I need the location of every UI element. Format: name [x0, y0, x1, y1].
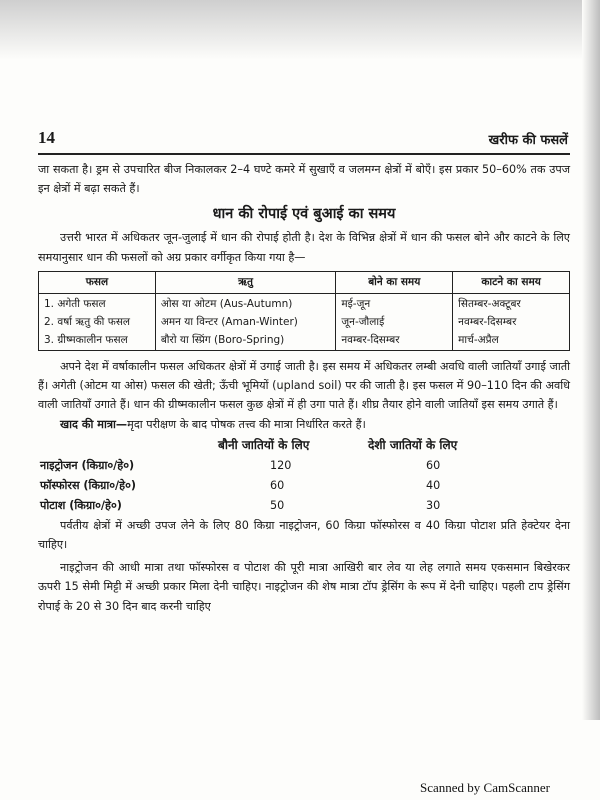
table-row: [38, 476, 570, 496]
table-row: [39, 294, 570, 351]
paragraph-after-table: अपने देश में वर्षाकालीन फसल अधिकतर क्षेत्रों में उगाई जाती है। इस समय में अधिकतर लम्बी अवधि वाली जातियाँ उगाई जाती हैं। अगेती (ओटम या ओस) फसल की खेती; ऊँची भूमियों (upland soil) पर की जाती है। इस फसल में 90–110 दिन की अवधि वाली जातियाँ उगाते हैं। धान की ग्रीष्मकालीन फसल कुछ क्षेत्रों में ही उगा पाते हैं। शीघ्र तैयार होने वाली जातियाँ इस समय उगाते हैं।: [38, 360, 570, 412]
fertilizer-header-row: [38, 436, 570, 456]
section-heading: धान की रोपाई एवं बुआई का समय: [212, 206, 396, 223]
harvest-time: नवम्बर-दिसम्बर: [458, 316, 517, 329]
fertilizer-table: [38, 436, 570, 516]
dwarf-varieties-heading: बौनी जातियों के लिए: [218, 437, 310, 452]
fertilizer-lead: खाद की मात्रा—: [60, 417, 128, 431]
harvest-time: सितम्बर-अक्टूबर: [458, 298, 521, 311]
intro-paragraph: जा सकता है। ड्रम से उपचारित बीज निकालकर 2–4 घण्टे कमरे में सुखाएँ व जलमग्न क्षेत्रों में बोएँ। इस प्रकार 50–60% तक उपज इन क्षेत्रों में बढ़ा सकते हैं।: [38, 163, 570, 196]
season-name: ओस या ओटम (Aus-Autumn): [160, 298, 293, 311]
sowing-time: मई-जून: [341, 298, 371, 311]
table-cell: [336, 294, 453, 351]
section-paragraph: उत्तरी भारत में अधिकतर जून-जुलाई में धान की रोपाई होती है। देश के विभिन्न क्षेत्रों में धान की फसल बोने और काटने के लिए समयानुसार धान की फसलों को अग्र प्रकार वर्गीकृत किया गया है—: [38, 231, 570, 264]
crop-name: 1. अगेती फसल: [44, 298, 106, 311]
crop-name: 3. ग्रीष्मकालीन फसल: [44, 334, 128, 347]
hill-paragraph: पर्वतीय क्षेत्रों में अच्छी उपज लेने के लिए 80 किग्रा नाइट्रोजन, 60 किग्रा फॉस्फोरस व 40 किग्रा पोटाश प्रति हेक्टेयर देना चाहिए।: [38, 518, 570, 552]
nutrient-name: नाइट्रोजन (किग्रा०/हे०): [40, 458, 135, 472]
final-paragraph: नाइट्रोजन की आधी मात्रा तथा फॉस्फोरस व पोटाश की पूरी मात्रा आखिरी बार लेव या लेह लगाते समय एकसमान बिखेरकर ऊपरी 15 सेमी मिट्टी में अच्छी प्रकार मिला देनी चाहिए। नाइट्रोजन की शेष मात्रा टॉप ड्रेसिंग के रूप में देनी चाहिए। पहली टाप ड्रेसिंग रोपाई के 20 से 30 दिन बाद करनी चाहिए: [38, 561, 570, 613]
dwarf-value: 50: [270, 498, 285, 512]
table-cell: [155, 294, 336, 351]
season-name: बौरो या स्प्रिंग (Boro-Spring): [160, 334, 285, 347]
harvest-time: मार्च-अप्रैल: [458, 334, 499, 347]
table-header-cell: बोने का समय: [336, 271, 453, 293]
header-rule: [38, 153, 570, 155]
running-title: खरीफ की फसलें: [488, 133, 568, 148]
crop-season-table: [38, 271, 570, 351]
local-value: 60: [426, 458, 441, 472]
table-row: [38, 456, 570, 476]
page-header: [38, 128, 568, 152]
table-row: [38, 496, 570, 516]
local-value: 30: [426, 498, 441, 512]
table-cell: [453, 294, 570, 351]
local-value: 40: [426, 478, 441, 492]
local-varieties-heading: देशी जातियों के लिए: [368, 437, 458, 452]
fertilizer-intro: [38, 415, 570, 434]
scanner-watermark: Scanned by CamScanner: [420, 780, 550, 795]
season-name: अमन या विन्टर (Aman-Winter): [160, 316, 298, 329]
dwarf-value: 120: [270, 458, 292, 472]
sowing-time: जून-जौलाई: [341, 316, 385, 329]
table-header-cell: ऋतु: [155, 271, 336, 293]
page-content: [38, 160, 570, 616]
table-header-cell: फसल: [39, 271, 156, 293]
nutrient-name: फॉस्फोरस (किग्रा०/हे०): [40, 478, 137, 492]
table-header-row: [39, 271, 570, 293]
nutrient-name: पोटाश (किग्रा०/हे०): [40, 498, 122, 512]
dwarf-value: 60: [270, 478, 285, 492]
fertilizer-text: मृदा परीक्षण के बाद पोषक तत्त्व की मात्रा निर्धारित करते हैं।: [127, 417, 366, 431]
sowing-time: नवम्बर-दिसम्बर: [341, 334, 400, 347]
scan-shadow-right: [582, 0, 600, 720]
table-header-cell: काटने का समय: [453, 271, 570, 293]
scan-shadow-top: [0, 0, 600, 60]
page-number: 14: [38, 128, 55, 147]
crop-name: 2. वर्षा ऋतु की फसल: [44, 316, 131, 329]
table-cell: [39, 294, 156, 351]
